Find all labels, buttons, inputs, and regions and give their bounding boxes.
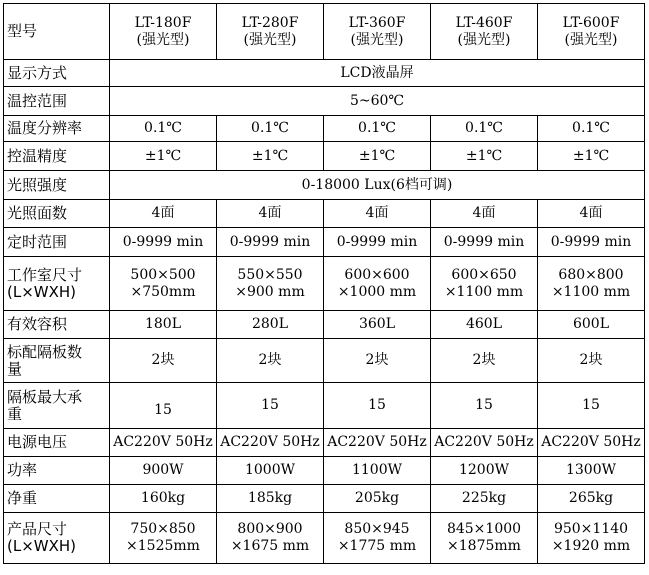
table-cell: 600×650 ×1100 mm [431,257,538,311]
table-cell: 4面 [324,200,431,228]
table-cell: 750×850 ×1525mm [110,513,217,564]
temp-range-value: 5~60℃ [110,87,645,116]
row-label: 光照强度 [4,171,110,200]
row-label: 标配隔板数 量 [4,339,110,383]
row-label: 有效容积 [4,311,110,339]
model-cell: LT-460F (强光型) [431,4,538,60]
model-label: 型号 [4,4,110,60]
table-cell: 2块 [324,339,431,383]
spec-table [3,3,645,564]
table-cell: 280L [217,311,324,339]
table-cell: 265kg [538,485,645,513]
table-cell: 600×600 ×1000 mm [324,257,431,311]
table-row [4,513,645,564]
row-label: 净重 [4,485,110,513]
table-cell: AC220V 50Hz [431,429,538,457]
table-cell: 0-9999 min [217,228,324,257]
row-label: 定时范围 [4,228,110,257]
table-cell: 4面 [431,200,538,228]
table-cell: 2块 [538,339,645,383]
table-cell: 4面 [217,200,324,228]
table-cell: 15 [538,383,645,429]
table-cell: 4面 [110,200,217,228]
table-cell: 2块 [110,339,217,383]
table-cell: 460L [431,311,538,339]
table-cell: 680×800 ×1100 mm [538,257,645,311]
model-cell: LT-600F (强光型) [538,4,645,60]
row-label: 光照面数 [4,200,110,228]
table-cell: 15 [431,383,538,429]
row-label: 温度分辨率 [4,116,110,142]
table-cell: 850×945 ×1775 mm [324,513,431,564]
light-intensity-value: 0-18000 Lux(6档可调) [110,171,645,200]
table-row [4,429,645,457]
table-row [4,171,645,200]
table-cell: 0-9999 min [431,228,538,257]
table-cell: ±1℃ [110,142,217,171]
header-row [4,4,645,60]
table-cell: AC220V 50Hz [217,429,324,457]
table-cell: 950×1140 ×1920 mm [538,513,645,564]
table-cell: 15 [324,383,431,429]
model-cell: LT-360F (强光型) [324,4,431,60]
table-cell: 845×1000 ×1875mm [431,513,538,564]
model-cell: LT-180F (强光型) [110,4,217,60]
table-cell: 0.1℃ [110,116,217,142]
table-cell: 0.1℃ [217,116,324,142]
table-cell: AC220V 50Hz [110,429,217,457]
table-cell: ±1℃ [431,142,538,171]
table-cell: 0-9999 min [324,228,431,257]
table-cell: ±1℃ [538,142,645,171]
table-cell: 550×550 ×900 mm [217,257,324,311]
row-label: 温控范围 [4,87,110,116]
table-cell: 1000W [217,457,324,485]
table-cell: 15 [217,383,324,429]
row-label: 电源电压 [4,429,110,457]
row-label: 工作室尺寸 (L×WXH) [4,257,110,311]
table-row [4,485,645,513]
table-row [4,228,645,257]
table-cell: 205kg [324,485,431,513]
table-cell: 900W [110,457,217,485]
table-cell: 4面 [538,200,645,228]
table-cell: ±1℃ [324,142,431,171]
table-row [4,142,645,171]
table-cell: AC220V 50Hz [324,429,431,457]
model-cell: LT-280F (强光型) [217,4,324,60]
table-cell: 225kg [431,485,538,513]
table-row [4,383,645,429]
table-cell: 160kg [110,485,217,513]
row-label: 控温精度 [4,142,110,171]
table-row [4,87,645,116]
display-value: LCD液晶屏 [110,60,645,87]
table-cell: 0.1℃ [324,116,431,142]
row-label: 隔板最大承 重 [4,383,110,429]
table-cell: 0.1℃ [431,116,538,142]
table-row [4,200,645,228]
table-cell: 1200W [431,457,538,485]
table-row [4,457,645,485]
table-cell: 180L [110,311,217,339]
table-cell: 800×900 ×1675 mm [217,513,324,564]
table-cell: ±1℃ [217,142,324,171]
table-cell: 600L [538,311,645,339]
row-label: 功率 [4,457,110,485]
table-cell: 2块 [217,339,324,383]
table-cell: 0.1℃ [538,116,645,142]
table-cell: 2块 [431,339,538,383]
table-cell: 185kg [217,485,324,513]
table-cell: AC220V 50Hz [538,429,645,457]
table-row [4,257,645,311]
table-cell: 0-9999 min [110,228,217,257]
table-cell: 0-9999 min [538,228,645,257]
table-cell: 15 [110,383,217,429]
row-label: 显示方式 [4,60,110,87]
table-row [4,116,645,142]
table-cell: 360L [324,311,431,339]
row-label: 产品尺寸 (L×WXH) [4,513,110,564]
table-cell: 500×500 ×750mm [110,257,217,311]
table-cell: 1100W [324,457,431,485]
table-row [4,339,645,383]
table-cell: 1300W [538,457,645,485]
table-row [4,311,645,339]
table-row [4,60,645,87]
